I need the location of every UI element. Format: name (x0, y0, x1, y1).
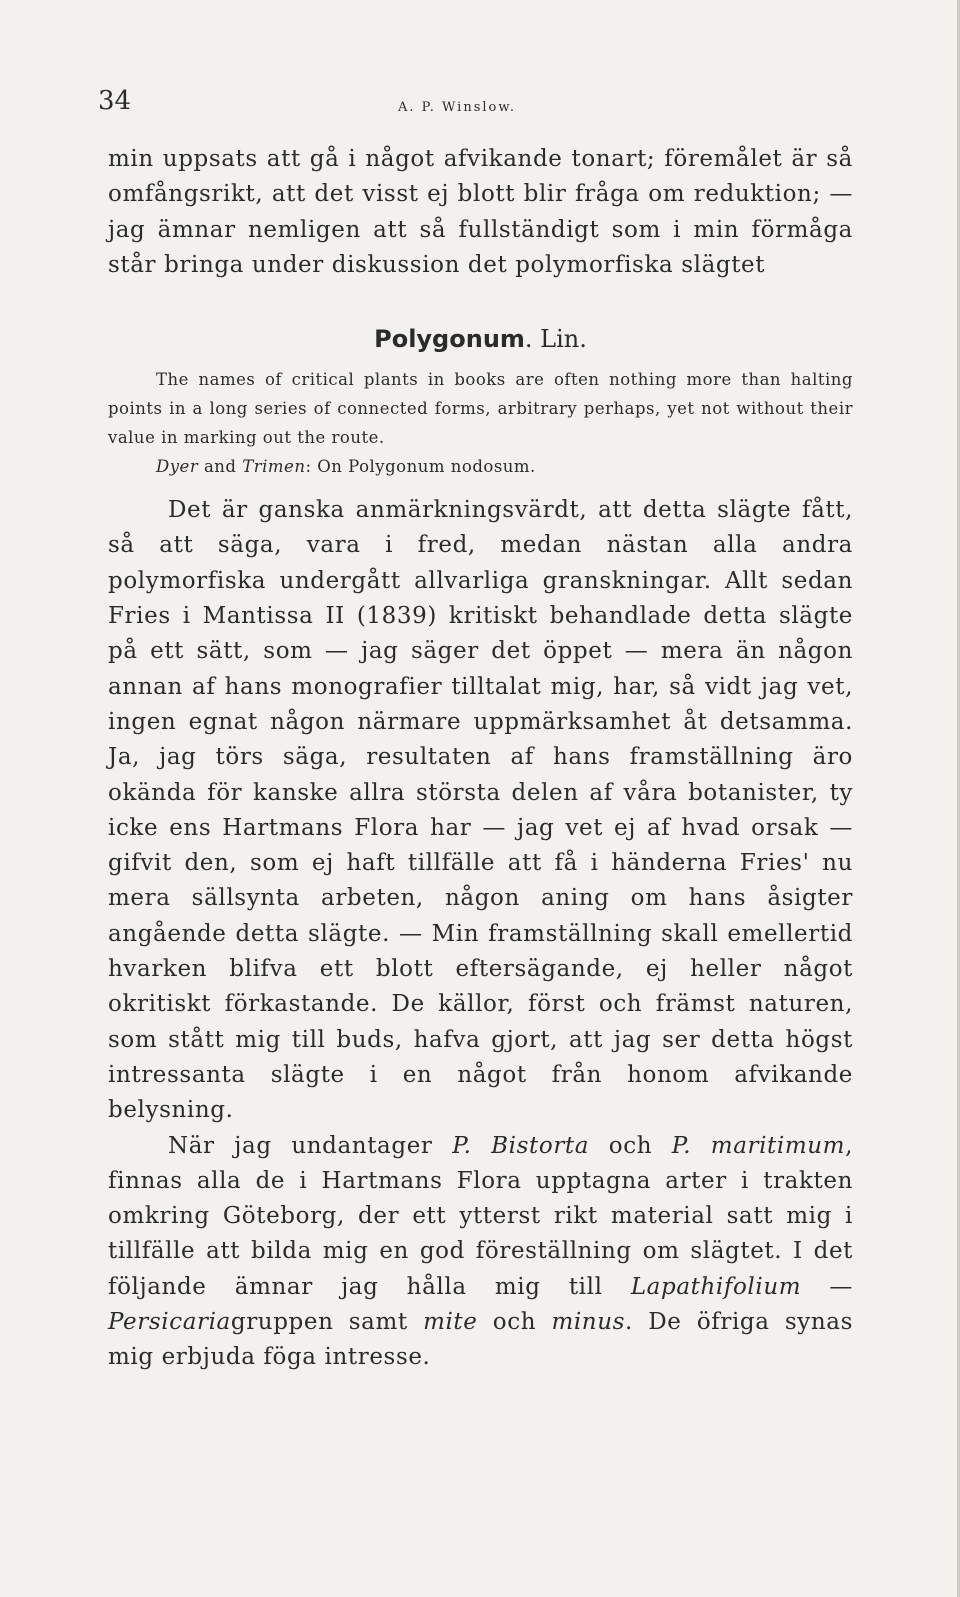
p3-text-4: — (801, 1273, 853, 1300)
p3-text-7: . De öfriga synas mig erbjuda föga intresse. (108, 1309, 853, 1371)
species-minus: minus (551, 1309, 626, 1336)
page-number: 34 (98, 86, 132, 116)
species-p-maritimum: P. maritimum (671, 1132, 846, 1159)
species-mite: mite (423, 1309, 478, 1336)
epigraph-work: : On Polygonum nodosum. (305, 457, 536, 477)
p3-text-2: och (589, 1132, 672, 1159)
species-persicaria: Persicaria (108, 1309, 231, 1336)
running-head: A. P. Winslow. (398, 100, 517, 115)
p3-text-6: och (477, 1309, 552, 1336)
epigraph-quote: The names of critical plants in books are often nothing more than halting points in a long series of connected forms, arbitrary perhaps, yet not without their value in marking out the route. (108, 370, 853, 448)
epigraph-attribution (108, 452, 853, 481)
epigraph-author-1: Dyer (156, 457, 199, 477)
p3-text-3: , finnas alla de i Hartmans Flora upptagna arter i trakten omkring Göteborg, der ett ytterst rikt material satt mig i tillfälle att bilda mig en god föreställning om slägtet. I det följande ämnar jag hålla mig till (108, 1132, 854, 1300)
genus-author: . Lin. (524, 325, 587, 354)
intro-paragraph: min uppsats att gå i något afvikande tonart; föremålet är så omfångsrikt, att det visst ej blott blir fråga om reduktion; — jag ämnar nemligen att så fullständigt som i min förmåga står bringa under diskussion det polymorfiska slägtet (108, 146, 853, 278)
paragraph-3 (108, 1129, 853, 1376)
epigraph-author-2: Trimen (242, 457, 306, 477)
p3-text-5: gruppen samt (230, 1309, 424, 1336)
page-header (98, 86, 858, 116)
paragraph-2: Det är ganska anmärkningsvärdt, att detta slägte fått, så att säga, vara i fred, medan nästan alla andra polymorfiska undergått allvarliga granskningar. Allt sedan Fries i Mantissa II (1839) kritiskt behandlade detta slägte på ett sätt, som — jag säger det öppet — mera än någon annan af hans monografier tilltalat mig, har, så vidt jag vet, ingen egnat någon närmare uppmärksamhet åt detsamma. Ja, jag törs säga, resultaten af hans framställning äro okända för kanske allra största delen af våra botanister, ty icke ens Hartmans Flora har — jag vet ej af hvad orsak — gifvit den, som ej haft tillfälle att få i händerna Fries' nu mera sällsynta arbeten, någon aning om hans åsigter angående detta slägte. — Min framställning skall emellertid hvarken blifva ett blott eftersägande, ej heller något okritiskt förkastande. De källor, först och främst naturen, som stått mig till buds, hafva gjort, att jag ser detta högst intressanta slägte i en något från honom afvikande belysning. (108, 497, 853, 1124)
species-lapathifolium: Lapathifolium (630, 1273, 802, 1300)
section-heading (108, 323, 853, 355)
epigraph (108, 365, 853, 481)
page-content (108, 142, 853, 1376)
p3-text-1: När jag undantager (168, 1132, 453, 1159)
genus-name: Polygonum (374, 325, 525, 354)
species-p-bistorta: P. Bistorta (452, 1132, 590, 1159)
epigraph-and: and (198, 457, 243, 477)
